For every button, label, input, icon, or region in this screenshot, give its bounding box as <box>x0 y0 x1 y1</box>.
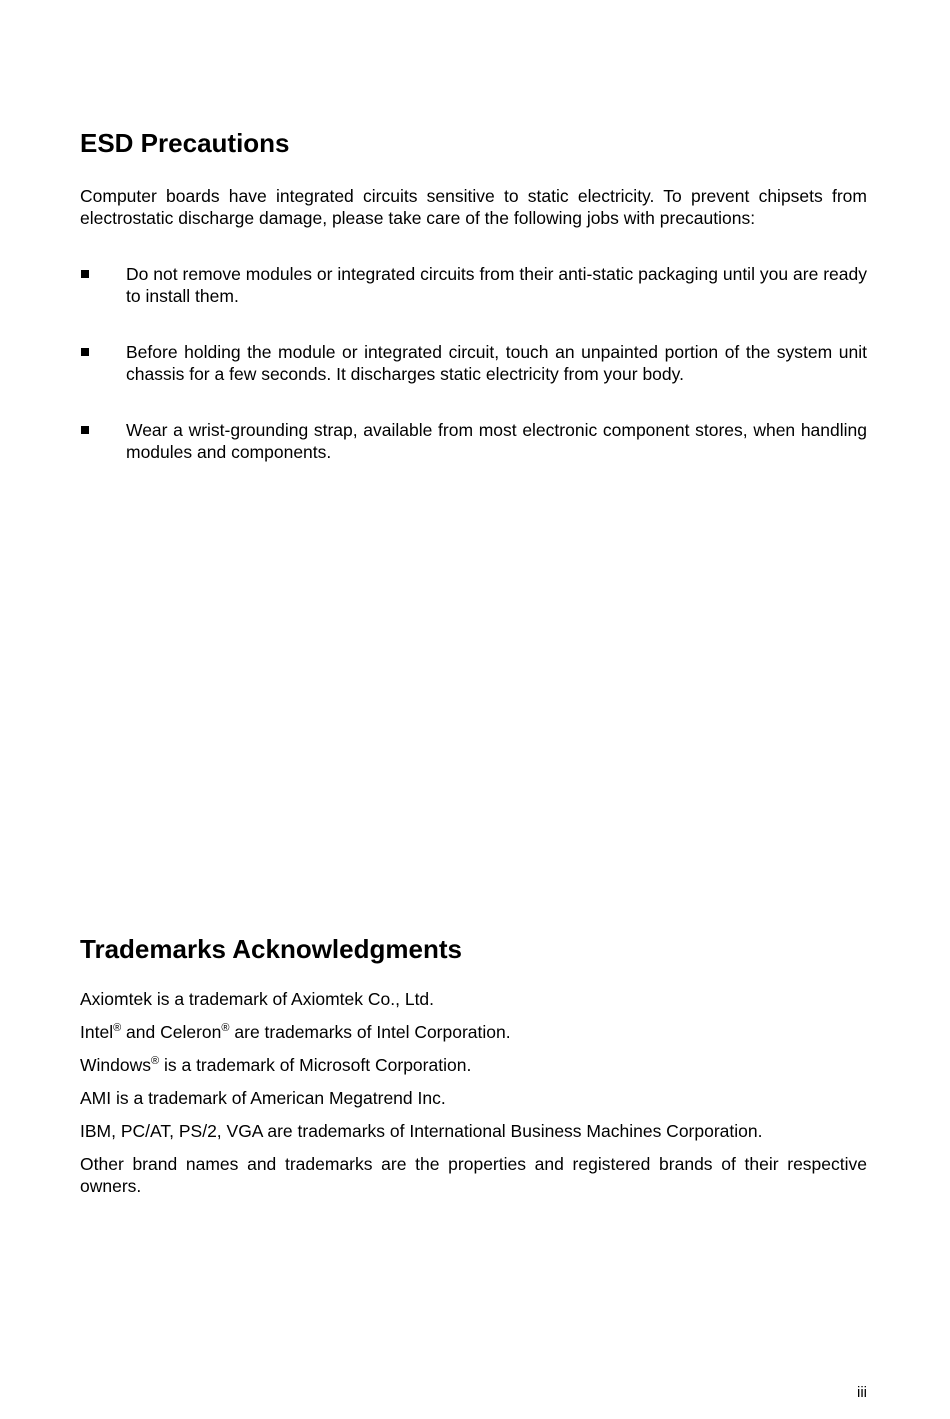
trademark-other: Other brand names and trademarks are the properties and registered brands of their respective owners. <box>80 1154 867 1196</box>
page-number: iii <box>857 1384 867 1401</box>
square-bullet-icon <box>81 270 89 278</box>
intel-brand: Intel <box>80 1022 114 1042</box>
trademark-ami: AMI is a trademark of American Megatrend Inc. <box>80 1088 446 1108</box>
windows-brand: Windows <box>80 1055 151 1075</box>
esd-intro-paragraph: Computer boards have integrated circuits sensitive to static electricity. To prevent chipsets from electrostatic discharge damage, please take care of the following jobs with precautions: <box>80 186 867 228</box>
trademark-windows <box>80 1054 867 1076</box>
esd-precaution-list <box>80 263 867 497</box>
square-bullet-icon <box>81 348 89 356</box>
windows-trademark-text: is a trademark of Microsoft Corporation. <box>159 1055 472 1075</box>
list-item <box>80 419 867 497</box>
registered-mark: ® <box>221 1022 230 1035</box>
list-item-text: Wear a wrist-grounding strap, available from most electronic component stores, when handling modules and components. <box>126 420 867 462</box>
list-item <box>80 341 867 419</box>
registered-mark: ® <box>113 1022 122 1035</box>
trademark-axiomtek: Axiomtek is a trademark of Axiomtek Co., Ltd. <box>80 989 435 1009</box>
intel-trademark-text: are trademarks of Intel Corporation. <box>229 1022 511 1042</box>
list-item-text: Before holding the module or integrated circuit, touch an unpainted portion of the system unit chassis for a few seconds. It discharges static electricity from your body. <box>126 342 867 384</box>
registered-mark: ® <box>151 1055 160 1068</box>
list-item-text: Do not remove modules or integrated circuits from their anti-static packaging until you are ready to install them. <box>126 264 867 306</box>
trademark-intel <box>80 1021 867 1043</box>
celeron-brand: and Celeron <box>121 1022 222 1042</box>
trademark-ibm: IBM, PC/AT, PS/2, VGA are trademarks of International Business Machines Corporation. <box>80 1121 763 1141</box>
esd-section-title: ESD Precautions <box>80 128 290 158</box>
list-item <box>80 263 867 341</box>
square-bullet-icon <box>81 426 89 434</box>
trademarks-section-title: Trademarks Acknowledgments <box>80 934 462 964</box>
trademark-list <box>80 988 867 1208</box>
